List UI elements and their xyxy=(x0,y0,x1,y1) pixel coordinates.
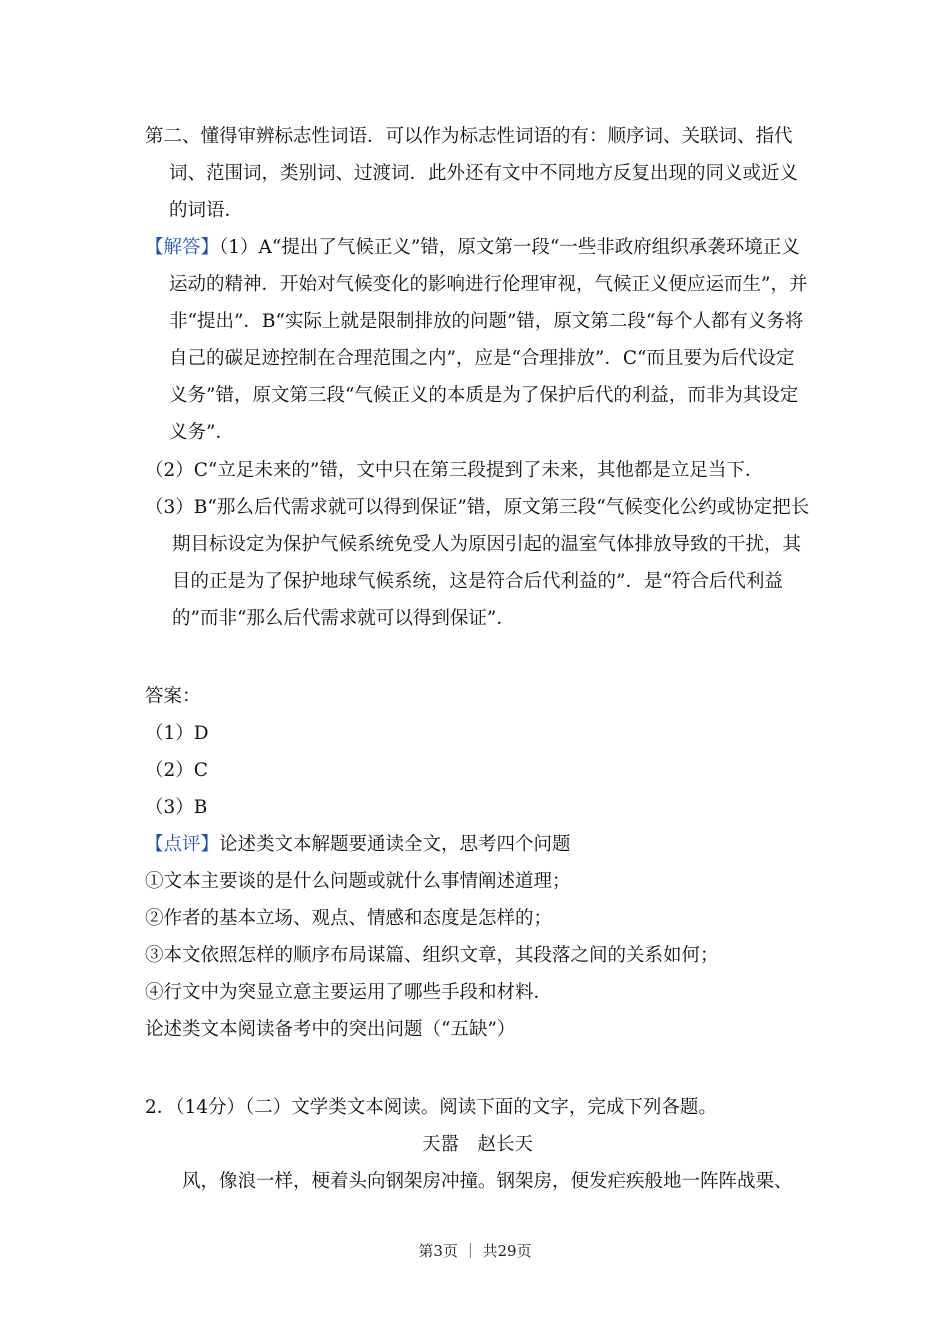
comment-text: 论述类文本解题要通读全文，思考四个问题 xyxy=(219,834,571,855)
answer-item-1: （1）D xyxy=(145,723,209,744)
answer-item-3: （3）B xyxy=(145,797,208,818)
article-first-line: 风，像浪一样，梗着头向钢架房冲撞。钢架房，便发疟疾般地一阵阵战栗、 xyxy=(182,1171,793,1192)
analysis-part2: （2）C“立足未来的”错，文中只在第三段提到了未来，其他都是立足当下． xyxy=(145,460,764,481)
answers-title: 答案： xyxy=(145,686,201,707)
comment-label: 【点评】 xyxy=(145,834,220,855)
comment-point-4: ④行文中为突显立意主要运用了哪些手段和材料． xyxy=(145,982,553,1003)
comment-point-5: 论述类文本阅读备考中的突出问题（“五缺”） xyxy=(145,1019,516,1040)
analysis-part1-text: （1）A“提出了气候正义”错，原文第一段“一些非政府组织承袭环境正义运动的精神．开始对气候变化的影响进行伦理审视，气候正义便应运而生”，并非“提出”．B“实际上就是限制排放的问题”错，原文第二段“每个人都有义务将自己的碳足迹控制在合理范围之内”，应是“合理排放”．C“而且要为后代设定义务”错，原文第三段“气候正义的本质是为了保护后代的利益，而非为其设定义务”． xyxy=(169,237,808,443)
comment-point-3: ③本文依照怎样的顺序布局谋篇、组织文章，其段落之间的关系如何； xyxy=(145,945,719,966)
question-2-prompt: 2．（14分）（二）文学类文本阅读。阅读下面的文字，完成下列各题。 xyxy=(145,1097,717,1118)
answer-item-2: （2）C xyxy=(145,760,208,781)
analysis-part3: （3）B“那么后代需求就可以得到保证”错，原文第三段“气候变化公约或协定把长期目标设定为保护气候系统免受人为原因引起的温室气体排放导致的干扰，其目的正是为了保护地球气候系统，这是符合后代利益的”．是“符合后代利益的”而非“那么后代需求就可以得到保证”． xyxy=(145,497,810,629)
comment-point-1: ①文本主要谈的是什么问题或就什么事情阐述道理； xyxy=(145,871,571,892)
paragraph-indicator-words: 第二、懂得审辨标志性词语．可以作为标志性词语的有：顺序词、关联词、指代词、范围词，类别词、过渡词．此外还有文中不同地方反复出现的同义或近义的词语． xyxy=(145,126,799,221)
page-footer: 第3页 ｜ 共29页 xyxy=(418,1242,532,1260)
comment-line xyxy=(145,826,571,863)
analysis-label: 【解答】 xyxy=(145,237,220,258)
comment-point-2: ②作者的基本立场、观点、情感和态度是怎样的； xyxy=(145,908,553,929)
article-title: 天嚣 赵长天 xyxy=(421,1134,533,1155)
analysis-part1 xyxy=(145,229,810,451)
